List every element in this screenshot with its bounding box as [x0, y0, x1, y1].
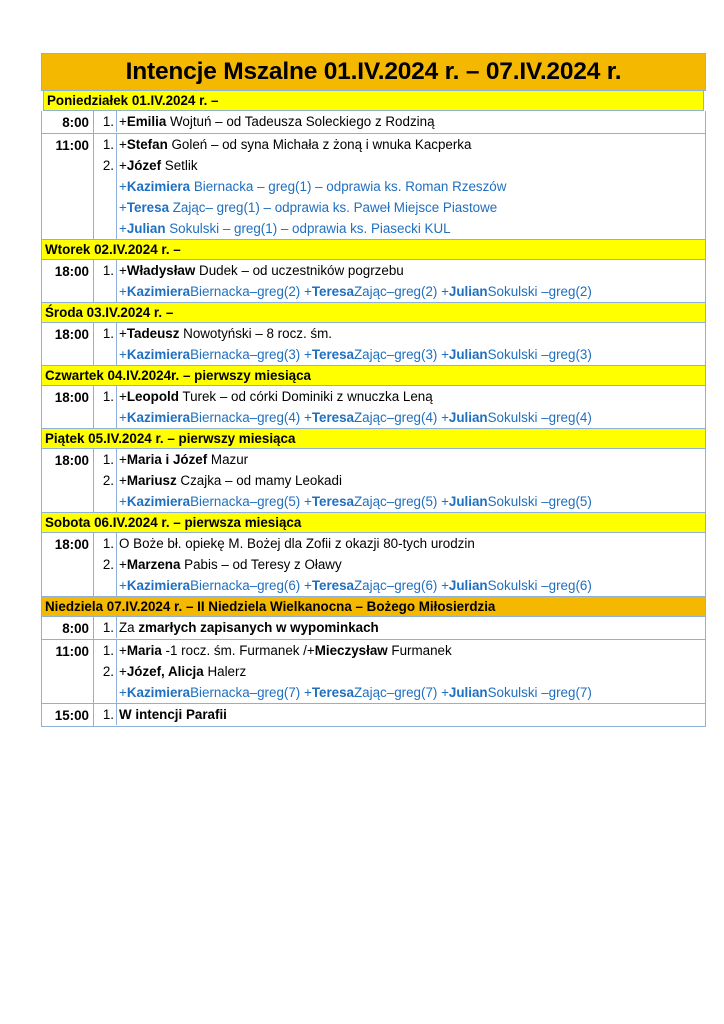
person-name: Józef: [126, 158, 162, 173]
plus-sign: +: [119, 389, 127, 404]
mass-intentions: [94, 323, 705, 365]
mass-time: 11:00: [42, 640, 94, 703]
gregorian-note: Zając–greg(7): [354, 685, 442, 700]
intention-text: [117, 407, 592, 428]
intention-row: [94, 111, 705, 132]
intention-row: [94, 533, 705, 554]
plus-sign: +: [303, 685, 312, 700]
plus-sign: +: [119, 473, 127, 488]
gregorian-note: Zając– greg(1) – odprawia ks. Paweł Miejsce Piastowe: [169, 200, 498, 215]
intention-text: [117, 134, 471, 155]
intention-row: [94, 554, 705, 575]
intention-text: [117, 554, 342, 575]
intention-number: 2.: [94, 554, 117, 575]
intention-text: [117, 575, 592, 596]
intention-detail: O Boże bł. opiekę M. Bożej dla Zofii z okazji 80-tych urodzin: [119, 536, 475, 551]
intention-row: [94, 197, 705, 218]
plus-sign: +: [119, 347, 127, 362]
intention-detail: Pabis – od Teresy z Oławy: [180, 557, 342, 572]
intention-detail: Czajka – od mamy Leokadi: [176, 473, 342, 488]
page-title: Intencje Mszalne 01.IV.2024 r. – 07.IV.2024 r.: [41, 53, 706, 91]
intention-row: [94, 661, 705, 682]
deceased-name: Teresa: [311, 284, 354, 299]
deceased-name: Kazimiera: [126, 494, 191, 509]
person-name: Mieczysław: [314, 643, 388, 658]
intention-row: [94, 281, 705, 302]
day-header: Sobota 06.IV.2024 r. – pierwsza miesiąca: [41, 513, 706, 533]
plus-sign: +: [119, 578, 127, 593]
intention-number: 1.: [94, 323, 117, 344]
intention-row: [94, 575, 705, 596]
deceased-name: Julian: [448, 284, 488, 299]
intention-number: [94, 281, 117, 302]
intention-text: [117, 197, 497, 218]
plus-sign: +: [303, 494, 312, 509]
plus-sign: +: [119, 114, 127, 129]
gregorian-note: Sokulski –greg(4): [487, 410, 592, 425]
plus-sign: +: [119, 179, 127, 194]
intention-text: [117, 704, 227, 725]
deceased-name: Julian: [448, 578, 488, 593]
intention-row: [94, 323, 705, 344]
intention-number: 1.: [94, 386, 117, 407]
deceased-name: Kazimiera: [126, 685, 191, 700]
mass-time: 18:00: [42, 260, 94, 302]
intention-text: [117, 218, 451, 239]
intention-text: [117, 682, 592, 703]
intention-text: [117, 470, 342, 491]
intention-row: [94, 134, 705, 155]
mass-intentions: [94, 111, 705, 133]
gregorian-note: Sokulski –greg(6): [487, 578, 592, 593]
intention-row: [94, 491, 705, 512]
mass-block: [41, 111, 706, 134]
deceased-name: Julian: [448, 347, 488, 362]
plus-sign: +: [441, 410, 449, 425]
intention-detail: Wojtuń – od Tadeusza Soleckiego z Rodziną: [166, 114, 435, 129]
intention-row: [94, 260, 705, 281]
plus-sign: +: [441, 284, 449, 299]
intention-number: 2.: [94, 155, 117, 176]
intention-number: [94, 344, 117, 365]
plus-sign: +: [119, 326, 127, 341]
mass-intentions: [94, 134, 705, 239]
intention-text: [117, 449, 248, 470]
plus-sign: +: [119, 557, 127, 572]
intention-detail: Setlik: [161, 158, 198, 173]
deceased-name: Julian: [448, 494, 488, 509]
gregorian-note: Biernacka–greg(7): [190, 685, 304, 700]
gregorian-note: Zając–greg(3): [354, 347, 442, 362]
plus-sign: +: [119, 685, 127, 700]
mass-time: 15:00: [42, 704, 94, 726]
intention-row: [94, 682, 705, 703]
plus-sign: +: [441, 578, 449, 593]
intention-number: [94, 407, 117, 428]
mass-block: [41, 323, 706, 366]
mass-time: 18:00: [42, 323, 94, 365]
plus-sign: +: [119, 664, 127, 679]
intention-row: [94, 176, 705, 197]
deceased-name: Teresa: [311, 494, 354, 509]
gregorian-note: Biernacka–greg(2): [190, 284, 304, 299]
deceased-name: Teresa: [311, 578, 354, 593]
deceased-name: Teresa: [126, 200, 170, 215]
deceased-name: Julian: [126, 221, 166, 236]
intention-row: [94, 155, 705, 176]
mass-intentions: [94, 386, 705, 428]
intention-row: [94, 218, 705, 239]
gregorian-note: Sokulski –greg(3): [487, 347, 592, 362]
deceased-name: Teresa: [311, 347, 354, 362]
intention-number: [94, 176, 117, 197]
intention-row: [94, 470, 705, 491]
person-name: Emilia: [126, 114, 167, 129]
intention-detail: Mazur: [207, 452, 249, 467]
deceased-name: Kazimiera: [126, 347, 191, 362]
mass-block: [41, 533, 706, 597]
intention-number: [94, 682, 117, 703]
deceased-name: Teresa: [311, 685, 354, 700]
intention-number: 2.: [94, 661, 117, 682]
day-header: Poniedziałek 01.IV.2024 r. –: [43, 91, 704, 111]
intention-number: 1.: [94, 533, 117, 554]
plus-sign: +: [303, 284, 312, 299]
mass-block: [41, 134, 706, 240]
gregorian-note: Sokulski – greg(1) – odprawia ks. Piasecki KUL: [165, 221, 451, 236]
day-header: Wtorek 02.IV.2024 r. –: [41, 240, 706, 260]
gregorian-note: Biernacka–greg(6): [190, 578, 304, 593]
intention-number: 1.: [94, 640, 117, 661]
mass-block: [41, 640, 706, 704]
intention-text: [117, 617, 379, 638]
intention-number: 1.: [94, 449, 117, 470]
deceased-name: Julian: [448, 410, 488, 425]
intention-text: [117, 533, 475, 554]
gregorian-note: Zając–greg(2): [354, 284, 442, 299]
plus-sign: +: [119, 263, 127, 278]
person-name: zmarłych zapisanych w wypominkach: [138, 620, 379, 635]
intention-row: [94, 640, 705, 661]
deceased-name: Kazimiera: [126, 179, 191, 194]
person-name: W intencji Parafii: [119, 707, 227, 722]
intention-text: [117, 344, 592, 365]
intention-number: 2.: [94, 470, 117, 491]
person-name: Józef, Alicja: [126, 664, 204, 679]
plus-sign: +: [441, 347, 449, 362]
intention-text: [117, 176, 506, 197]
intention-text: [117, 386, 433, 407]
mass-time: 8:00: [42, 617, 94, 639]
intention-row: [94, 407, 705, 428]
plus-sign: +: [119, 221, 127, 236]
person-name: Władysław: [126, 263, 196, 278]
intention-number: 1.: [94, 111, 117, 132]
deceased-name: Kazimiera: [126, 578, 191, 593]
intention-detail: Furmanek: [387, 643, 452, 658]
plus-sign: +: [303, 410, 312, 425]
plus-sign: +: [119, 494, 127, 509]
deceased-name: Kazimiera: [126, 284, 191, 299]
gregorian-note: Sokulski –greg(2): [487, 284, 592, 299]
intention-text: [117, 491, 592, 512]
mass-time: 18:00: [42, 533, 94, 596]
mass-block: [41, 386, 706, 429]
intention-text: [117, 661, 246, 682]
plus-sign: +: [119, 452, 127, 467]
intention-row: [94, 386, 705, 407]
day-header: Niedziela 07.IV.2024 r. – II Niedziela Wielkanocna – Bożego Miłosierdzia: [41, 597, 706, 617]
mass-intentions: [94, 704, 705, 726]
gregorian-note: Zając–greg(4): [354, 410, 442, 425]
person-name: Marzena: [126, 557, 181, 572]
mass-block: [41, 617, 706, 640]
intention-row: [94, 704, 705, 725]
mass-time: 18:00: [42, 386, 94, 428]
intention-row: [94, 344, 705, 365]
deceased-name: Julian: [448, 685, 488, 700]
intention-text: [117, 281, 592, 302]
person-name: Maria i Józef: [126, 452, 208, 467]
mass-time: 18:00: [42, 449, 94, 512]
gregorian-note: Biernacka–greg(4): [190, 410, 304, 425]
person-name: Leopold: [126, 389, 179, 404]
intention-number: [94, 575, 117, 596]
person-name: Maria: [126, 643, 162, 658]
gregorian-note: Biernacka – greg(1) – odprawia ks. Roman Rzeszów: [190, 179, 507, 194]
person-name: Tadeusz: [126, 326, 180, 341]
plus-sign: +: [119, 200, 127, 215]
intention-number: [94, 218, 117, 239]
gregorian-note: Biernacka–greg(5): [190, 494, 304, 509]
plus-sign: +: [119, 158, 127, 173]
plus-sign: +: [119, 410, 127, 425]
mass-intentions: [94, 260, 705, 302]
mass-block: [41, 260, 706, 303]
person-name: Mariusz: [126, 473, 177, 488]
intention-number: 1.: [94, 134, 117, 155]
intention-detail: Halerz: [203, 664, 247, 679]
intention-number: [94, 197, 117, 218]
intention-number: 1.: [94, 260, 117, 281]
person-name: Stefan: [126, 137, 168, 152]
plus-sign: +: [303, 578, 312, 593]
gregorian-note: Sokulski –greg(5): [487, 494, 592, 509]
mass-intentions: [94, 640, 705, 703]
gregorian-note: Zając–greg(5): [354, 494, 442, 509]
day-header: Czwartek 04.IV.2024r. – pierwszy miesiąca: [41, 366, 706, 386]
gregorian-note: Zając–greg(6): [354, 578, 442, 593]
plus-sign: +: [119, 284, 127, 299]
intention-detail: Goleń – od syna Michała z żoną i wnuka Kacperka: [167, 137, 472, 152]
mass-intentions: [94, 449, 705, 512]
plus-sign: +: [119, 643, 127, 658]
mass-block: [41, 704, 706, 727]
gregorian-note: Sokulski –greg(7): [487, 685, 592, 700]
intention-text: [117, 111, 435, 132]
mass-intentions: [94, 533, 705, 596]
intention-detail: Nowotyński – 8 rocz. śm.: [179, 326, 332, 341]
deceased-name: Kazimiera: [126, 410, 191, 425]
intention-number: [94, 491, 117, 512]
gregorian-note: Biernacka–greg(3): [190, 347, 304, 362]
days-container: [41, 91, 706, 727]
intention-detail: Turek – od córki Dominiki z wnuczka Leną: [178, 389, 433, 404]
intention-number: 1.: [94, 704, 117, 725]
intention-prefix: Za: [119, 620, 139, 635]
day-header: Piątek 05.IV.2024 r. – pierwszy miesiąca: [41, 429, 706, 449]
mass-block: [41, 449, 706, 513]
intention-detail: Dudek – od uczestników pogrzebu: [195, 263, 404, 278]
intention-text: [117, 640, 452, 661]
mass-intentions: [94, 617, 705, 639]
intention-row: [94, 617, 705, 638]
intention-text: [117, 155, 198, 176]
intention-text: [117, 323, 332, 344]
plus-sign: +: [303, 347, 312, 362]
mass-time: 11:00: [42, 134, 94, 239]
plus-sign: +: [441, 685, 449, 700]
plus-sign: +: [441, 494, 449, 509]
intention-text: [117, 260, 404, 281]
intentions-sheet: [41, 53, 706, 727]
intention-row: [94, 449, 705, 470]
plus-sign: +: [119, 137, 127, 152]
deceased-name: Teresa: [311, 410, 354, 425]
day-header: Środa 03.IV.2024 r. –: [41, 303, 706, 323]
mass-time: 8:00: [42, 111, 94, 133]
intention-number: 1.: [94, 617, 117, 638]
intention-detail: -1 rocz. śm. Furmanek /+: [161, 643, 315, 658]
